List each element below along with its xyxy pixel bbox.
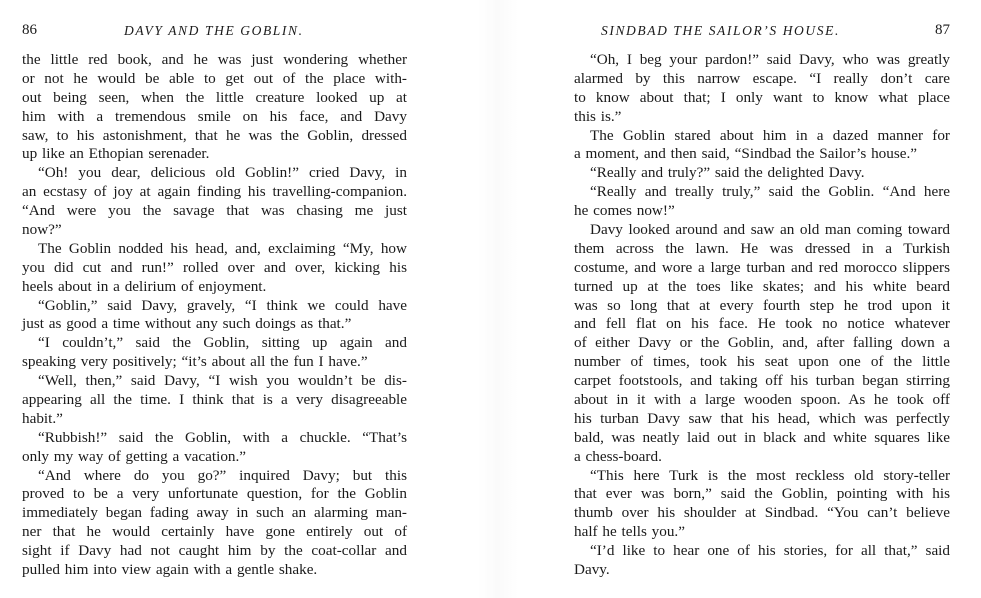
text-line: Davy looked around and saw an old man coming toward (590, 221, 950, 239)
text-line: his turban Davy saw that his head, which was perfectly (574, 409, 950, 427)
text-line: “And where do you go?” inquired Davy; but this (38, 466, 407, 484)
text-line: heels about in a delirium of enjoyment. (22, 277, 267, 295)
text-line: only my way of getting a vacation.” (22, 447, 247, 465)
text-line: “Well, then,” said Davy, “I wish you wouldn’t be dis- (38, 372, 407, 390)
text-line: ner that he would certainly have gone entirely out of (22, 523, 407, 541)
body-text (574, 51, 950, 580)
text-line: “Oh, I beg your pardon!” said Davy, who was greatly (590, 51, 950, 68)
running-head (574, 22, 950, 42)
body-text (22, 51, 407, 580)
text-line: “Really and treally truly,” said the Goblin. “And here (590, 183, 950, 201)
text-line: “This here Turk is the most reckless old story-teller (590, 466, 950, 484)
text-line: habit.” (22, 409, 63, 427)
text-line: “I’d like to hear one of his stories, for all that,” said (590, 542, 950, 560)
text-line: this is.” (574, 107, 622, 125)
text-line: up like an Ethopian serenader. (22, 145, 210, 163)
text-line: “And were you the savage that was chasing me just (22, 202, 407, 220)
text-line: was so long that at every fourth step he trod upon it (574, 296, 950, 314)
running-head-title: DAVY AND THE GOBLIN. (124, 23, 304, 38)
text-line: a moment, and then said, “Sindbad the Sailor’s house.” (574, 145, 918, 163)
text-line: sight if Davy had not caught him by the coat-collar and (22, 542, 407, 560)
text-line: speaking very positively; “it’s about all the fun I have.” (22, 353, 368, 371)
right-page (490, 0, 981, 598)
text-line: just as good a time without any such doings as that.” (22, 315, 352, 333)
running-head-title: SINDBAD THE SAILOR’S HOUSE. (601, 23, 840, 38)
text-line: “I couldn’t,” said the Goblin, sitting up again and (38, 334, 407, 352)
page-number: 87 (935, 22, 950, 38)
left-page (0, 0, 490, 598)
text-line: bald, was neatly laid out in black and white squares like (574, 428, 950, 446)
text-line: now?” (22, 221, 62, 239)
text-line: The Goblin stared about him in a dazed manner for (590, 126, 950, 144)
text-line: carpet footstools, and taking off his turban began stirring (574, 372, 950, 390)
text-line: them across the lawn. He was dressed in a Turkish (574, 239, 950, 257)
text-line: an ecstasy of joy at again finding his travelling-companion. (22, 183, 407, 201)
text-line: you did cut and run!” rolled over and over, kicking his (22, 258, 407, 276)
text-line: or not he would be able to get out of the place with- (22, 69, 407, 87)
text-line: about in it with a large wooden spoon. As he took off (574, 391, 950, 409)
text-line: thumb over his shoulder at Sindbad. “You can’t believe (574, 504, 950, 522)
text-line: him with a tremendous smile on his face, and Davy (22, 107, 407, 125)
text-line: alarmed by this narrow escape. “I really don’t care (574, 69, 950, 87)
text-line: costume, and wore a large turban and red morocco slippers (574, 258, 950, 276)
text-line: he comes now!” (574, 202, 675, 220)
text-line: appearing all the time. I think that is a very disagreeable (22, 391, 407, 409)
text-line: proved to be a very unfortunate question, for the Goblin (22, 485, 407, 503)
text-line: the little red book, and he was just wondering whether (22, 51, 407, 68)
text-line: The Goblin nodded his head, and, exclaiming “My, how (38, 239, 407, 257)
text-line: saw, to his astonishment, that he was the Goblin, dressed (22, 126, 407, 144)
text-line: immediately began fading away in such an alarming man- (22, 504, 407, 522)
text-line: number of times, took his seat upon one of the little (574, 353, 950, 371)
text-line: a chess-board. (574, 447, 662, 465)
text-line: turned up at the toes like skates; and his white beard (574, 277, 950, 295)
text-line: “Oh! you dear, delicious old Goblin!” cried Davy, in (38, 164, 407, 182)
text-line: half he tells you.” (574, 523, 685, 541)
page-number: 86 (22, 22, 37, 38)
text-line: “Goblin,” said Davy, gravely, “I think we could have (38, 296, 407, 314)
text-line: “Rubbish!” said the Goblin, with a chuckle. “That’s (38, 428, 407, 446)
text-line: “Really and truly?” said the delighted Davy. (590, 164, 865, 182)
text-line: out being seen, when the little creature looked up at (22, 88, 407, 106)
running-head (22, 22, 407, 42)
text-line: to know about that; I only want to know what place (574, 88, 950, 106)
text-line: pulled him into view again with a gentle shake. (22, 561, 318, 579)
text-line: of either Davy or the Goblin, and, after falling down a (574, 334, 950, 352)
text-line: and fell flat on his face. He took no notice whatever (574, 315, 950, 333)
text-line: that ever was born,” said the Goblin, pointing with his (574, 485, 950, 503)
text-line: Davy. (574, 561, 610, 579)
